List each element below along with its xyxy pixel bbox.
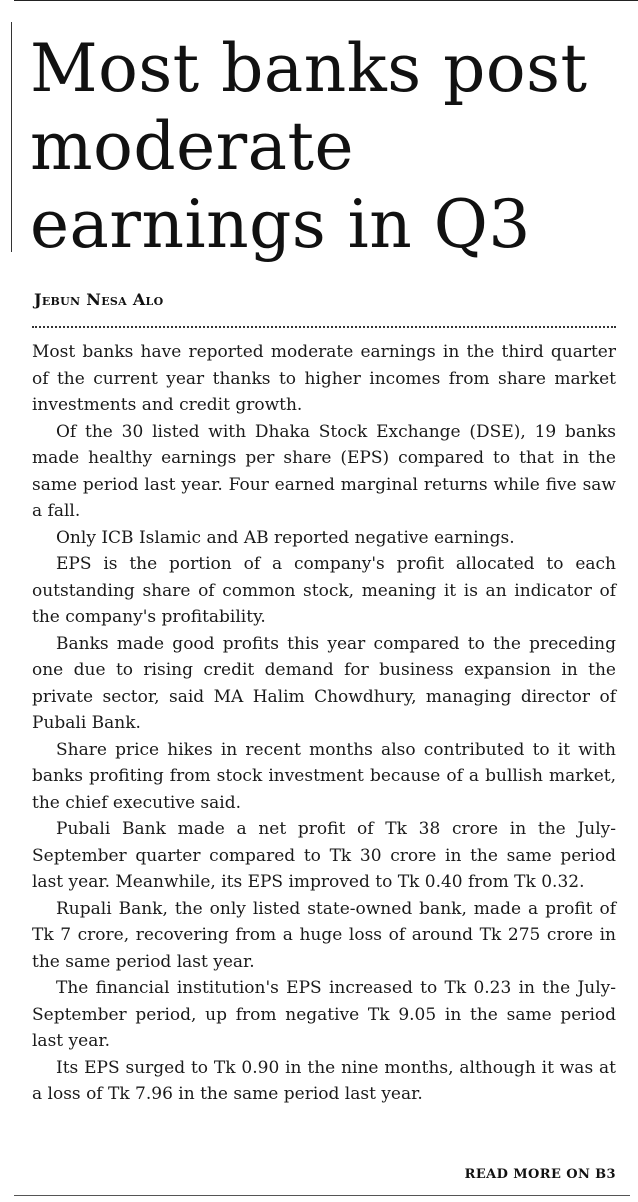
bottom-divider <box>14 1195 630 1196</box>
paragraph: Most banks have reported moderate earnings in the third quarter of the current year thanks to higher incomes from share market investments and credit growth. <box>32 342 616 415</box>
byline: Jebun Nesa Alo <box>34 290 164 309</box>
headline: Most banks post moderate earnings in Q3 <box>30 30 588 263</box>
paragraph: Share price hikes in recent months also contributed to it with banks profiting from stock investment because of a bullish market, the chief executive said. <box>32 739 616 813</box>
dotted-separator <box>32 326 616 328</box>
paragraph: Banks made good profits this year compared to the preceding one due to rising credit demand for business expansion in the private sector, said MA Halim Chowdhury, managing director of Pubali Bank. <box>32 633 616 733</box>
paragraph: The financial institution's EPS increased to Tk 0.23 in the July-September period, up from negative Tk 9.05 in the same period last year. <box>32 978 616 1051</box>
left-column-rule <box>11 22 12 252</box>
top-divider <box>14 0 638 1</box>
paragraph: Rupali Bank, the only listed state-owned bank, made a profit of Tk 7 crore, recovering from a huge loss of around Tk 275 crore in the same period last year. <box>32 898 616 972</box>
article-body <box>32 339 616 1108</box>
paragraph: Its EPS surged to Tk 0.90 in the nine months, although it was at a loss of Tk 7.96 in the same period last year. <box>32 1057 616 1104</box>
paragraph: Of the 30 listed with Dhaka Stock Exchange (DSE), 19 banks made healthy earnings per share (EPS) compared to that in the same period last year. Four earned marginal returns while five saw a fall. <box>32 421 616 521</box>
paragraph: Only ICB Islamic and AB reported negative earnings. <box>56 527 515 548</box>
read-more-jump: READ MORE ON B3 <box>464 1167 616 1182</box>
paragraph: EPS is the portion of a company's profit allocated to each outstanding share of common stock, meaning it is an indicator of the company's profitability. <box>32 554 616 627</box>
paragraph: Pubali Bank made a net profit of Tk 38 crore in the July-September quarter compared to Tk 30 crore in the same period last year. Meanwhile, its EPS improved to Tk 0.40 from Tk 0.32. <box>32 819 616 892</box>
